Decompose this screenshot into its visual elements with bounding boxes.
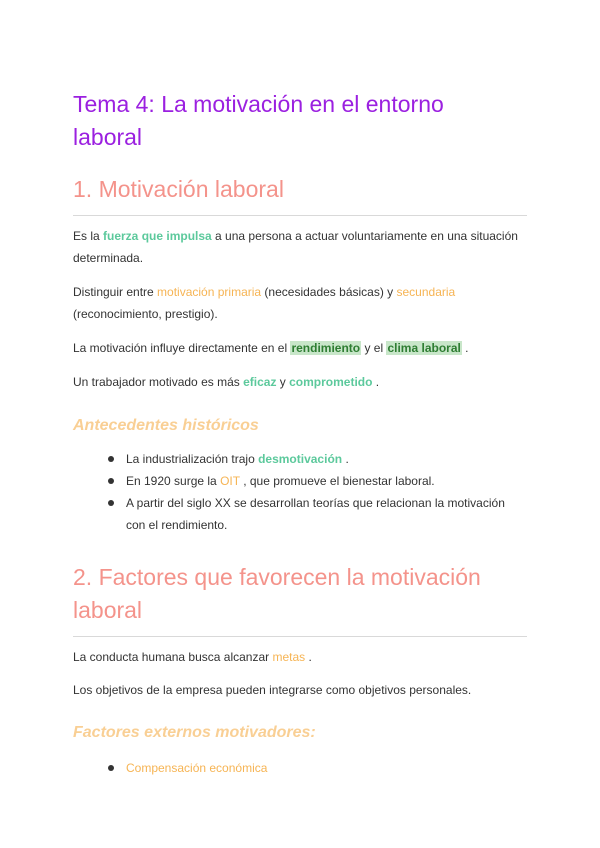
text: . [305,650,312,664]
paragraph [73,337,533,359]
keyword: fuerza que impulsa [103,229,212,243]
list-item [126,448,521,470]
subsection-heading: Antecedentes históricos [73,417,259,434]
text: . [342,452,349,466]
text: La industrialización trajo [126,452,259,466]
text: a una persona a actuar voluntariamente en una situación determinada. [73,229,518,265]
document-title: Tema 4: La motivación en el entorno laboral [73,91,444,150]
paragraph [73,225,533,269]
keyword: Compensación económica [126,761,268,775]
text: Los objetivos de la empresa pueden integrarse como objetivos personales. [73,683,472,697]
bullet-icon [108,500,114,506]
bullet-icon [108,478,114,484]
text: y [276,375,290,389]
list-item [126,757,521,779]
text: y el [361,341,387,355]
highlighted-keyword: clima laboral [387,341,461,355]
section-heading: 1. Motivación laboral [73,176,284,202]
keyword: secundaria [396,285,456,299]
keyword: desmotivación [258,452,343,466]
text: , que promueve el bienestar laboral. [239,474,435,488]
text: (necesidades básicas) y [261,285,397,299]
text: En 1920 surge la [126,474,221,488]
text: (reconocimiento, prestigio). [73,307,218,321]
paragraph [73,646,533,668]
text: La motivación influye directamente en el [73,341,291,355]
list-item [126,492,521,536]
text: A partir del siglo XX se desarrollan teorías que relacionan la motivación con el rendimiento. [126,496,505,532]
subsection-heading: Factores externos motivadores: [73,724,316,741]
paragraph [73,281,533,325]
text: La conducta humana busca alcanzar [73,650,273,664]
keyword: metas [272,650,306,664]
text: Es la [73,229,104,243]
keyword: eficaz [243,375,277,389]
highlighted-keyword: rendimiento [291,341,361,355]
paragraph [73,679,533,701]
text: . [461,341,469,355]
bullet-icon [108,765,114,771]
bullet-icon [108,456,114,462]
list-item [126,470,521,492]
keyword: motivación primaria [157,285,262,299]
section-divider [73,636,527,637]
section-divider [73,215,527,216]
keyword: comprometido [289,375,373,389]
paragraph [73,371,533,393]
text: . [372,375,380,389]
text: Distinguir entre [73,285,158,299]
keyword: OIT [220,474,240,488]
text: Un trabajador motivado es más [73,375,244,389]
section-heading: 2. Factores que favorecen la motivación laboral [73,564,481,623]
